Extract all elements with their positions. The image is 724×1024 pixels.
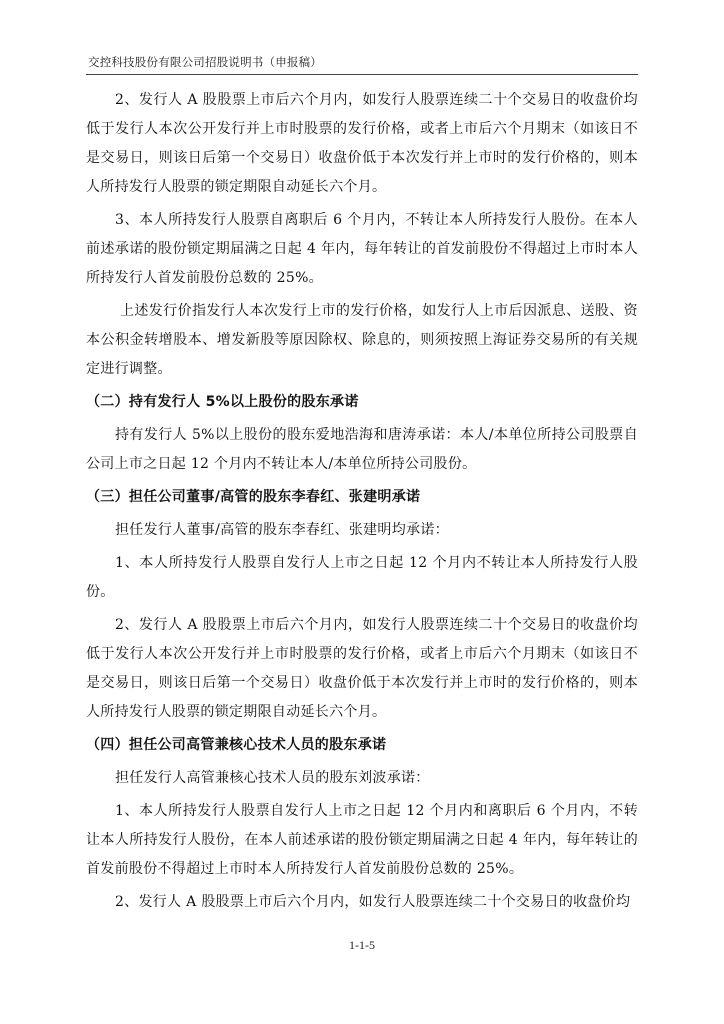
paragraph: 1、本人所持发行人股票自发行人上市之日起 12 个月内和离职后 6 个月内，不转让本人所持发行人股份，在本人前述承诺的股份锁定期届满之日起 4 年内，每年转让的首发前股份不得超过上市时本人所持发行人首发前股份总数的 25%。 <box>86 803 638 877</box>
paragraph: 3、本人所持发行人股票自离职后 6 个月内，不转让本人所持发行人股份。在本人前述承诺的股份锁定期届满之日起 4 年内，每年转让的首发前股份不得超过上市时本人所持发行人首发前股份总数的 25%。 <box>86 212 638 286</box>
header-title: 交控科技股份有限公司招股说明书（申报稿） <box>88 55 322 69</box>
paragraph: 1、本人所持发行人股票自发行人上市之日起 12 个月内不转让本人所持发行人股份。 <box>86 555 638 600</box>
section-heading: （二）持有发行人 5%以上股份的股东承诺 <box>86 394 359 410</box>
section-heading: （四）担任公司高管兼核心技术人员的股东承诺 <box>86 737 387 753</box>
paragraph: 担任发行人董事/高管的股东李春红、张建明均承诺： <box>115 522 449 538</box>
paragraph: 上述发行价指发行人本次发行上市的发行价格，如发行人上市后因派息、送股、资本公积金转增股本、增发新股等原因除权、除息的，则须按照上海证券交易所的有关规定进行调整。 <box>86 303 638 377</box>
page-header <box>86 52 638 75</box>
paragraph: 持有发行人 5%以上股份的股东爱地浩海和唐涛承诺：本人/本单位所持公司股票自公司上市之日起 12 个月内不转让本人/本单位所持公司股份。 <box>86 427 638 472</box>
paragraph: 担任发行人高管兼核心技术人员的股东刘波承诺： <box>115 770 430 786</box>
page-number: 1-1-5 <box>349 938 375 952</box>
paragraph: 2、发行人 A 股股票上市后六个月内，如发行人股票连续二十个交易日的收盘价均低于发行人本次公开发行并上市时股票的发行价格，或者上市后六个月期末（如该日不是交易日，则该日后第一个交易日）收盘价低于本次发行并上市时的发行价格的，则本人所持发行人股票的锁定期限自动延长六个月。 <box>86 92 638 195</box>
paragraph: 2、发行人 A 股股票上市后六个月内，如发行人股票连续二十个交易日的收盘价均低于发行人本次公开发行并上市时股票的发行价格，或者上市后六个月期末（如该日不是交易日，则该日后第一个交易日）收盘价低于本次发行并上市时的发行价格的，则本人所持发行人股票的锁定期限自动延长六个月。 <box>86 617 638 720</box>
section-heading: （三）担任公司董事/高管的股东李春红、张建明承诺 <box>86 489 421 505</box>
paragraph: 2、发行人 A 股股票上市后六个月内，如发行人股票连续二十个交易日的收盘价均 <box>115 894 631 910</box>
document-body <box>86 86 638 921</box>
